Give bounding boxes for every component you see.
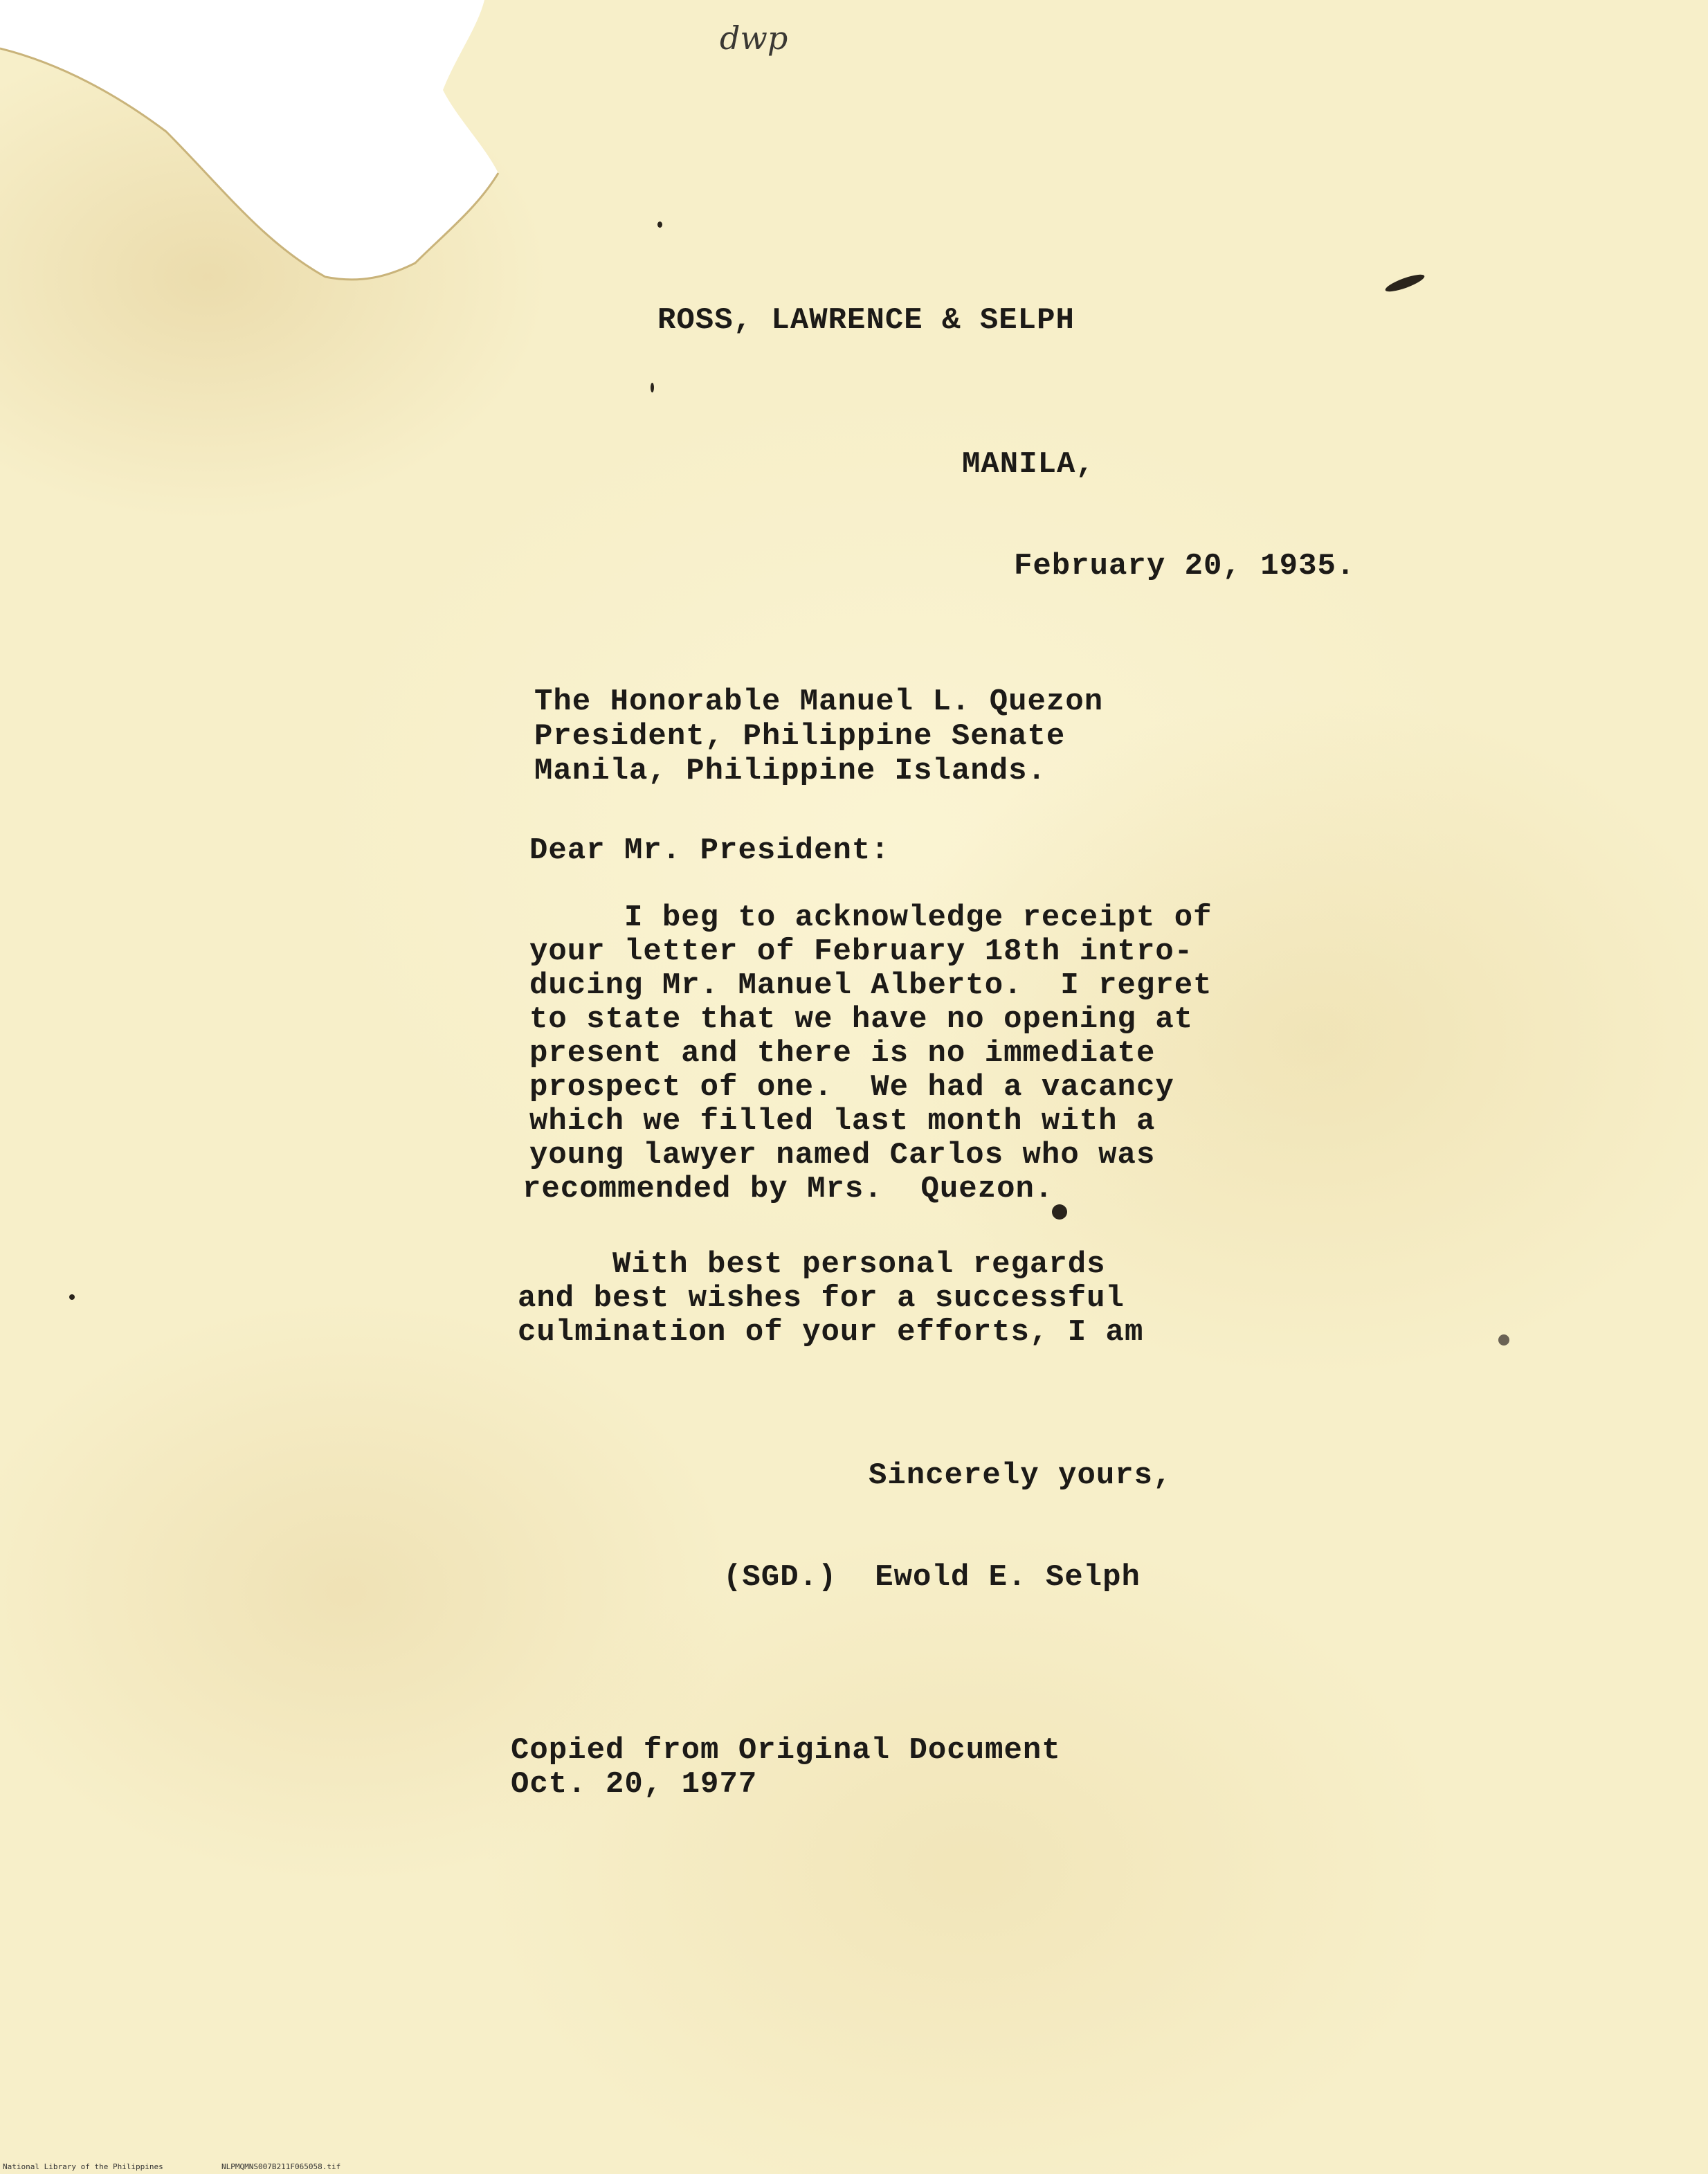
- paragraph-line: ducing Mr. Manuel Alberto. I regret: [529, 968, 1212, 1003]
- paragraph-line: and best wishes for a successful: [518, 1281, 1125, 1316]
- salutation: Dear Mr. President:: [529, 833, 890, 868]
- ink-speck: [69, 1294, 75, 1300]
- margin-note-handwritten: dwp: [720, 19, 788, 57]
- copy-note-line: Copied from Original Document: [511, 1733, 1061, 1768]
- ink-speck: [1052, 1204, 1067, 1220]
- recipient-line: Manila, Philippine Islands.: [534, 754, 1046, 788]
- closing: Sincerely yours,: [869, 1458, 1172, 1493]
- paragraph-line: to state that we have no opening at: [529, 1002, 1194, 1037]
- recipient-line: The Honorable Manuel L. Quezon: [534, 685, 1104, 719]
- footer-library: National Library of the Philippines: [3, 2162, 163, 2171]
- paragraph-line: prospect of one. We had a vacancy: [529, 1070, 1174, 1105]
- signature-line: (SGD.) Ewold E. Selph: [723, 1560, 1141, 1595]
- letterhead: ROSS, LAWRENCE & SELPH: [657, 303, 1075, 338]
- paragraph-line: With best personal regards: [518, 1247, 1106, 1282]
- paragraph-line: I beg to acknowledge receipt of: [529, 900, 1212, 935]
- paragraph-line: which we filled last month with a: [529, 1104, 1156, 1139]
- paragraph-line: culmination of your efforts, I am: [518, 1315, 1144, 1350]
- copy-note-date: Oct. 20, 1977: [511, 1767, 758, 1802]
- paragraph-line: your letter of February 18th intro-: [529, 934, 1194, 969]
- ink-mark: [1383, 271, 1426, 295]
- recipient-line: President, Philippine Senate: [534, 719, 1066, 754]
- paragraph-line: young lawyer named Carlos who was: [529, 1138, 1156, 1172]
- ink-speck: [657, 221, 662, 228]
- paragraph-line: present and there is no immediate: [529, 1036, 1156, 1071]
- torn-corner: [0, 0, 526, 291]
- paragraph-line: recommended by Mrs. Quezon.: [523, 1172, 1054, 1206]
- ink-speck: [651, 383, 654, 392]
- footer-filename: NLPMQMNS007B211F065058.tif: [221, 2162, 341, 2171]
- ink-speck: [1498, 1334, 1509, 1346]
- letter-date: February 20, 1935.: [1014, 549, 1356, 583]
- city-line: MANILA,: [962, 447, 1095, 482]
